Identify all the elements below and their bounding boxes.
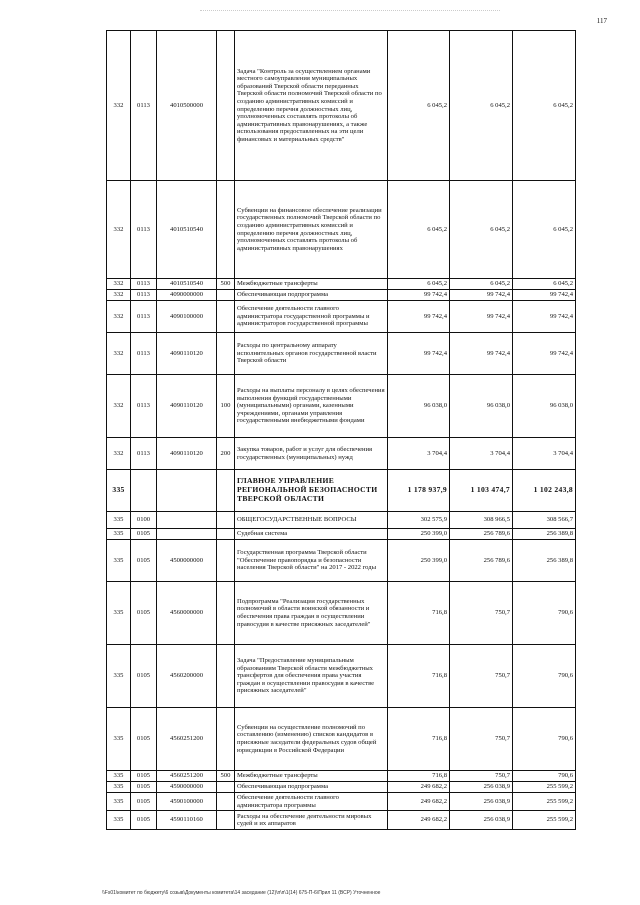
- target-article-cell: 4590100000: [157, 793, 217, 811]
- amount-year1-cell: 99 742,4: [388, 290, 450, 301]
- expense-type-cell: [217, 645, 235, 708]
- razdel-cell: 0105: [131, 529, 157, 540]
- description-cell: Субвенции на осуществление полномочий по составлению (изменению) списков кандидатов в присяжные заседатели федеральных судов общей юрисдикции в Российской Федерации: [235, 708, 388, 771]
- glava-cell: 332: [107, 438, 131, 470]
- expense-type-cell: [217, 470, 235, 512]
- expense-type-cell: [217, 181, 235, 279]
- amount-year3-cell: 3 704,4: [513, 438, 576, 470]
- glava-cell: 332: [107, 290, 131, 301]
- razdel-cell: 0113: [131, 438, 157, 470]
- target-article-cell: 4590110160: [157, 811, 217, 830]
- amount-year3-cell: 99 742,4: [513, 333, 576, 375]
- table-row: [107, 31, 576, 181]
- amount-year1-cell: 716,8: [388, 582, 450, 645]
- razdel-cell: 0113: [131, 290, 157, 301]
- amount-year3-cell: 1 102 243,8: [513, 470, 576, 512]
- description-cell: Субвенции на финансовое обеспечение реализации государственных полномочий Тверской области по созданию административных комиссий и определению перечня должностных лиц, уполномоченных составлять протоколы об административных правонарушениях: [235, 181, 388, 279]
- target-article-cell: 4560200000: [157, 645, 217, 708]
- table-row: [107, 540, 576, 582]
- expense-type-cell: [217, 708, 235, 771]
- amount-year3-cell: 96 038,0: [513, 375, 576, 438]
- amount-year2-cell: 6 045,2: [450, 279, 513, 290]
- glava-cell: 335: [107, 582, 131, 645]
- amount-year1-cell: 3 704,4: [388, 438, 450, 470]
- amount-year2-cell: 3 704,4: [450, 438, 513, 470]
- table-row: [107, 793, 576, 811]
- description-cell: Закупка товаров, работ и услуг для обеспечения государственных (муниципальных) нужд: [235, 438, 388, 470]
- amount-year2-cell: 256 038,9: [450, 811, 513, 830]
- amount-year3-cell: 99 742,4: [513, 301, 576, 333]
- glava-cell: 335: [107, 811, 131, 830]
- amount-year1-cell: 99 742,4: [388, 301, 450, 333]
- razdel-cell: 0113: [131, 301, 157, 333]
- amount-year3-cell: 6 045,2: [513, 181, 576, 279]
- target-article-cell: 4560251200: [157, 708, 217, 771]
- razdel-cell: 0105: [131, 582, 157, 645]
- description-cell: Обеспечивающая подпрограмма: [235, 290, 388, 301]
- glava-cell: 335: [107, 512, 131, 529]
- glava-cell: 332: [107, 31, 131, 181]
- amount-year3-cell: 256 389,8: [513, 540, 576, 582]
- table-row: [107, 811, 576, 830]
- expense-type-cell: [217, 529, 235, 540]
- expense-type-cell: [217, 540, 235, 582]
- amount-year3-cell: 255 599,2: [513, 782, 576, 793]
- amount-year3-cell: 6 045,2: [513, 279, 576, 290]
- target-article-cell: 4090110120: [157, 438, 217, 470]
- glava-cell: 332: [107, 279, 131, 290]
- expense-type-cell: [217, 582, 235, 645]
- table-row: [107, 290, 576, 301]
- description-cell: Расходы на выплаты персоналу в целях обеспечения выполнения функций государственными (муниципальными) органами, казенными учреждениями, органами управления государственными внебюджетными фондами: [235, 375, 388, 438]
- amount-year2-cell: 256 789,6: [450, 540, 513, 582]
- target-article-cell: 4560000000: [157, 582, 217, 645]
- table-row: [107, 582, 576, 645]
- amount-year1-cell: 716,8: [388, 708, 450, 771]
- amount-year2-cell: 96 038,0: [450, 375, 513, 438]
- table-row: [107, 181, 576, 279]
- target-article-cell: 4590000000: [157, 782, 217, 793]
- glava-cell: 335: [107, 645, 131, 708]
- amount-year2-cell: 750,7: [450, 582, 513, 645]
- description-cell: Задача "Предоставление муниципальным образованиям Тверской области межбюджетных трансфертов для обеспечения права участия граждан в осуществлении правосудия в качестве присяжных заседателей": [235, 645, 388, 708]
- amount-year3-cell: 256 389,8: [513, 529, 576, 540]
- expense-type-cell: [217, 811, 235, 830]
- razdel-cell: 0105: [131, 782, 157, 793]
- amount-year1-cell: 6 045,2: [388, 279, 450, 290]
- description-cell: ОБЩЕГОСУДАРСТВЕННЫЕ ВОПРОСЫ: [235, 512, 388, 529]
- amount-year2-cell: 1 103 474,7: [450, 470, 513, 512]
- page-number: 117: [596, 17, 607, 25]
- glava-cell: 335: [107, 782, 131, 793]
- table-row: [107, 512, 576, 529]
- amount-year1-cell: 1 178 937,9: [388, 470, 450, 512]
- amount-year3-cell: 99 742,4: [513, 290, 576, 301]
- amount-year2-cell: 308 966,5: [450, 512, 513, 529]
- amount-year3-cell: 790,6: [513, 645, 576, 708]
- table-row: [107, 438, 576, 470]
- budget-table: [106, 30, 576, 830]
- description-cell: Государственная программа Тверской области "Обеспечение правопорядка и безопасности населения Тверской области" на 2017 - 2022 годы: [235, 540, 388, 582]
- glava-cell: 335: [107, 470, 131, 512]
- description-cell: Расходы по центральному аппарату исполнительных органов государственной власти Тверской области: [235, 333, 388, 375]
- amount-year3-cell: 255 599,2: [513, 811, 576, 830]
- description-cell: Обеспечивающая подпрограмма: [235, 782, 388, 793]
- razdel-cell: 0105: [131, 708, 157, 771]
- amount-year1-cell: 96 038,0: [388, 375, 450, 438]
- amount-year1-cell: 250 399,0: [388, 540, 450, 582]
- target-article-cell: 4560251200: [157, 771, 217, 782]
- amount-year3-cell: 6 045,2: [513, 31, 576, 181]
- razdel-cell: 0113: [131, 181, 157, 279]
- target-article-cell: 4090000000: [157, 290, 217, 301]
- razdel-cell: 0105: [131, 811, 157, 830]
- amount-year1-cell: 249 682,2: [388, 811, 450, 830]
- target-article-cell: 4090110120: [157, 375, 217, 438]
- razdel-cell: 0105: [131, 645, 157, 708]
- razdel-cell: 0100: [131, 512, 157, 529]
- amount-year1-cell: 250 399,0: [388, 529, 450, 540]
- scan-edge-line: [200, 10, 500, 12]
- amount-year2-cell: 99 742,4: [450, 301, 513, 333]
- amount-year1-cell: 716,8: [388, 771, 450, 782]
- expense-type-cell: [217, 782, 235, 793]
- description-cell: Судебная система: [235, 529, 388, 540]
- amount-year2-cell: 6 045,2: [450, 181, 513, 279]
- expense-type-cell: [217, 31, 235, 181]
- razdel-cell: 0105: [131, 793, 157, 811]
- target-article-cell: 4090110120: [157, 333, 217, 375]
- table-row: [107, 470, 576, 512]
- amount-year1-cell: 6 045,2: [388, 31, 450, 181]
- description-cell: Задача "Контроль за осуществлением органами местного самоуправления муниципальных образований Тверской области переданных Тверской области полномочий Тверской области по созданию административных комиссий и определению перечня должностных лиц, уполномоченных составлять протоколы об административных правонарушениях, а также использования предоставленных на эти цели финансовых и материальных средств": [235, 31, 388, 181]
- description-cell: ГЛАВНОЕ УПРАВЛЕНИЕ РЕГИОНАЛЬНОЙ БЕЗОПАСНОСТИ ТВЕРСКОЙ ОБЛАСТИ: [235, 470, 388, 512]
- amount-year2-cell: 750,7: [450, 771, 513, 782]
- amount-year3-cell: 790,6: [513, 771, 576, 782]
- razdel-cell: 0105: [131, 771, 157, 782]
- description-cell: Межбюджетные трансферты: [235, 771, 388, 782]
- amount-year2-cell: 99 742,4: [450, 290, 513, 301]
- file-path-footer: \\Fs01\комитет по бюджету\6 созыв\Документы комитета\14 заседание (12)\п\п\1(14) 675-П-6\Прил 11 (ВСР) Уточненное: [102, 890, 381, 896]
- budget-table-body: [107, 31, 576, 830]
- amount-year3-cell: 308 566,7: [513, 512, 576, 529]
- target-article-cell: [157, 512, 217, 529]
- description-cell: Подпрограмма "Реализация государственных полномочий в области воинской обязанности и обеспечения права граждан в осуществлении правосудия в качестве присяжных заседателей": [235, 582, 388, 645]
- target-article-cell: [157, 470, 217, 512]
- glava-cell: 335: [107, 771, 131, 782]
- amount-year3-cell: 790,6: [513, 708, 576, 771]
- expense-type-cell: 200: [217, 438, 235, 470]
- amount-year1-cell: 99 742,4: [388, 333, 450, 375]
- table-row: [107, 529, 576, 540]
- razdel-cell: 0113: [131, 31, 157, 181]
- amount-year2-cell: 256 038,9: [450, 782, 513, 793]
- target-article-cell: [157, 529, 217, 540]
- amount-year2-cell: 750,7: [450, 708, 513, 771]
- target-article-cell: 4010510540: [157, 279, 217, 290]
- razdel-cell: 0105: [131, 540, 157, 582]
- amount-year1-cell: 716,8: [388, 645, 450, 708]
- razdel-cell: 0113: [131, 279, 157, 290]
- expense-type-cell: [217, 301, 235, 333]
- glava-cell: 332: [107, 301, 131, 333]
- description-cell: Обеспечение деятельности главного администратора государственной программы и администраторов государственной программы: [235, 301, 388, 333]
- glava-cell: 335: [107, 793, 131, 811]
- target-article-cell: 4500000000: [157, 540, 217, 582]
- expense-type-cell: [217, 290, 235, 301]
- expense-type-cell: 100: [217, 375, 235, 438]
- amount-year1-cell: 302 575,9: [388, 512, 450, 529]
- table-row: [107, 708, 576, 771]
- amount-year2-cell: 256 789,6: [450, 529, 513, 540]
- expense-type-cell: 500: [217, 771, 235, 782]
- glava-cell: 335: [107, 529, 131, 540]
- description-cell: Межбюджетные трансферты: [235, 279, 388, 290]
- razdel-cell: 0113: [131, 333, 157, 375]
- expense-type-cell: [217, 793, 235, 811]
- glava-cell: 335: [107, 540, 131, 582]
- amount-year1-cell: 249 682,2: [388, 782, 450, 793]
- glava-cell: 335: [107, 708, 131, 771]
- table-row: [107, 645, 576, 708]
- expense-type-cell: [217, 333, 235, 375]
- expense-type-cell: 500: [217, 279, 235, 290]
- table-row: [107, 782, 576, 793]
- description-cell: Обеспечение деятельности главного администратора программы: [235, 793, 388, 811]
- glava-cell: 332: [107, 333, 131, 375]
- amount-year3-cell: 255 599,2: [513, 793, 576, 811]
- description-cell: Расходы на обеспечение деятельности мировых судей и их аппаратов: [235, 811, 388, 830]
- target-article-cell: 4010500000: [157, 31, 217, 181]
- amount-year2-cell: 750,7: [450, 645, 513, 708]
- amount-year2-cell: 99 742,4: [450, 333, 513, 375]
- amount-year1-cell: 6 045,2: [388, 181, 450, 279]
- amount-year1-cell: 249 682,2: [388, 793, 450, 811]
- table-row: [107, 333, 576, 375]
- razdel-cell: 0113: [131, 375, 157, 438]
- razdel-cell: [131, 470, 157, 512]
- table-row: [107, 279, 576, 290]
- table-row: [107, 301, 576, 333]
- glava-cell: 332: [107, 181, 131, 279]
- target-article-cell: 4010510540: [157, 181, 217, 279]
- amount-year2-cell: 256 038,9: [450, 793, 513, 811]
- amount-year2-cell: 6 045,2: [450, 31, 513, 181]
- target-article-cell: 4090100000: [157, 301, 217, 333]
- amount-year3-cell: 790,6: [513, 582, 576, 645]
- glava-cell: 332: [107, 375, 131, 438]
- table-row: [107, 375, 576, 438]
- expense-type-cell: [217, 512, 235, 529]
- table-row: [107, 771, 576, 782]
